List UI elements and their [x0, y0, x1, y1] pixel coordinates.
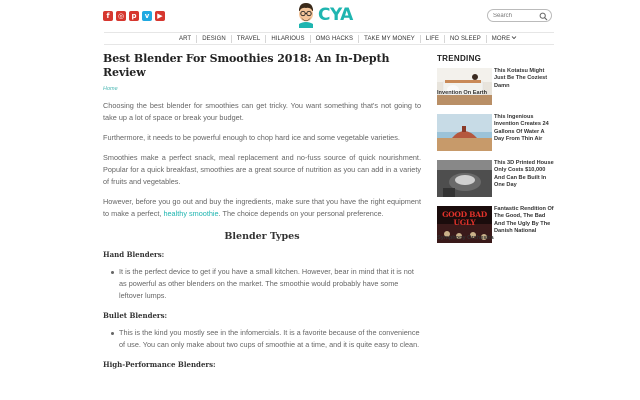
nav-item-more[interactable] — [487, 35, 522, 43]
article — [103, 52, 421, 369]
article-paragraph — [103, 196, 421, 220]
trending-thumbnail[interactable] — [437, 68, 492, 105]
trending-item[interactable] — [437, 160, 555, 202]
kotatsu-image — [437, 68, 492, 105]
search-box — [487, 9, 552, 22]
section-heading: Blender Types — [224, 231, 300, 242]
article-paragraph: Furthermore, it needs to be powerful enough to chop hard ice and some vegetable varieties. — [103, 133, 400, 142]
water-invention-image — [437, 114, 492, 151]
subheading-high-performance-blenders: High-Performance Blenders: — [103, 360, 216, 369]
nav-item-no-sleep[interactable]: NO SLEEP — [445, 35, 487, 43]
search-button[interactable] — [539, 11, 549, 21]
article-paragraph: Choosing the best blender for smoothies can get tricky. You want something that's not going to take up a lot of space or break your budget. — [103, 101, 421, 122]
nav-item-omg-hacks[interactable]: OMG HACKS — [311, 35, 360, 43]
facebook-icon[interactable]: f — [103, 11, 113, 21]
youtube-icon[interactable]: ▶ — [155, 11, 165, 21]
trending-title: TRENDING — [437, 54, 482, 63]
trending-thumbnail[interactable] — [437, 114, 492, 151]
site-logo[interactable] — [296, 2, 353, 28]
nav-item-travel[interactable]: TRAVEL — [232, 35, 267, 43]
main-nav — [174, 33, 522, 44]
paragraph-text: . The choice depends on your personal preference. — [218, 209, 384, 218]
nav-item-hilarious[interactable]: HILARIOUS — [266, 35, 310, 43]
subheading-bullet-blenders: Bullet Blenders: — [103, 311, 168, 320]
nav-divider-bottom — [104, 44, 554, 45]
list-item: This is the kind you mostly see in the infomercials. It is a favorite because of the convenience of use. You can only make about two cups of smoothie at a time, and it is quite easy to clean. — [103, 327, 421, 351]
instagram-icon[interactable]: ◎ — [117, 11, 125, 20]
pinterest-icon[interactable]: p — [129, 11, 139, 21]
nav-more-label: MORE — [491, 35, 511, 42]
printed-house-image — [437, 160, 492, 197]
nav-item-art[interactable]: ART — [174, 35, 197, 43]
trending-item-title[interactable]: This Ingenious Invention Creates 24 Gallons Of Water A Day From Thin Air — [494, 114, 549, 143]
nav-item-design[interactable]: DESIGN — [197, 35, 232, 43]
nav-item-life[interactable]: LIFE — [421, 35, 445, 43]
trending-item[interactable] — [437, 114, 555, 156]
search-input[interactable] — [493, 13, 539, 19]
trending-item-title[interactable]: Fantastic Rendition Of The Good, The Bad And The Ugly By The Danish National — [494, 206, 554, 235]
search-icon — [539, 12, 548, 21]
paragraph-text: However, before you go out and buy the ingredients, make sure that you have the right equipment to make a perfect, — [103, 197, 421, 218]
article-title: Best Blender For Smoothies 2018: An In-Depth Review — [103, 52, 390, 79]
trending-item[interactable] — [437, 206, 555, 248]
trending-thumbnail[interactable] — [437, 160, 492, 197]
category-link[interactable]: Home — [103, 86, 118, 92]
healthy-smoothie-link[interactable]: healthy smoothie — [163, 209, 219, 218]
social-links — [103, 11, 165, 21]
trending-item-title[interactable]: This 3D Printed House Only Costs $10,000 And Can Be Built In One Day — [494, 160, 554, 189]
trending-item-title-overflow[interactable]: Invention On Earth — [437, 89, 488, 96]
article-paragraph: Smoothies make a perfect snack, meal replacement and no-fuss source of quick nourishment. Popular for a quick breakfast, smoothies are a great source of nutrition as you can add in a variety of fruits and vegetables. — [103, 153, 421, 186]
list-item: It is the perfect device to get if you have a small kitchen. However, bear in mind that it is not as powerful as other blenders on the market. The smoothie would probably have some leftover lumps. — [103, 266, 421, 302]
logo-text: CYA — [318, 5, 353, 25]
trending-item-title[interactable]: This Kotatsu Might Just Be The Coziest Damn — [494, 68, 548, 89]
mascot-icon — [296, 2, 316, 28]
subheading-hand-blenders: Hand Blenders: — [103, 250, 165, 259]
trending-item[interactable] — [437, 68, 555, 110]
site-header — [0, 0, 640, 32]
trending-item-title-overflow[interactable]: Symphony Orchestra — [437, 234, 494, 241]
trending-sidebar — [437, 54, 555, 248]
vimeo-icon[interactable]: v — [142, 11, 152, 21]
chevron-down-icon — [511, 35, 517, 40]
thumbnail-text: GOOD BAD UGLY — [442, 210, 487, 227]
nav-item-take-my-money[interactable]: TAKE MY MONEY — [359, 35, 421, 43]
